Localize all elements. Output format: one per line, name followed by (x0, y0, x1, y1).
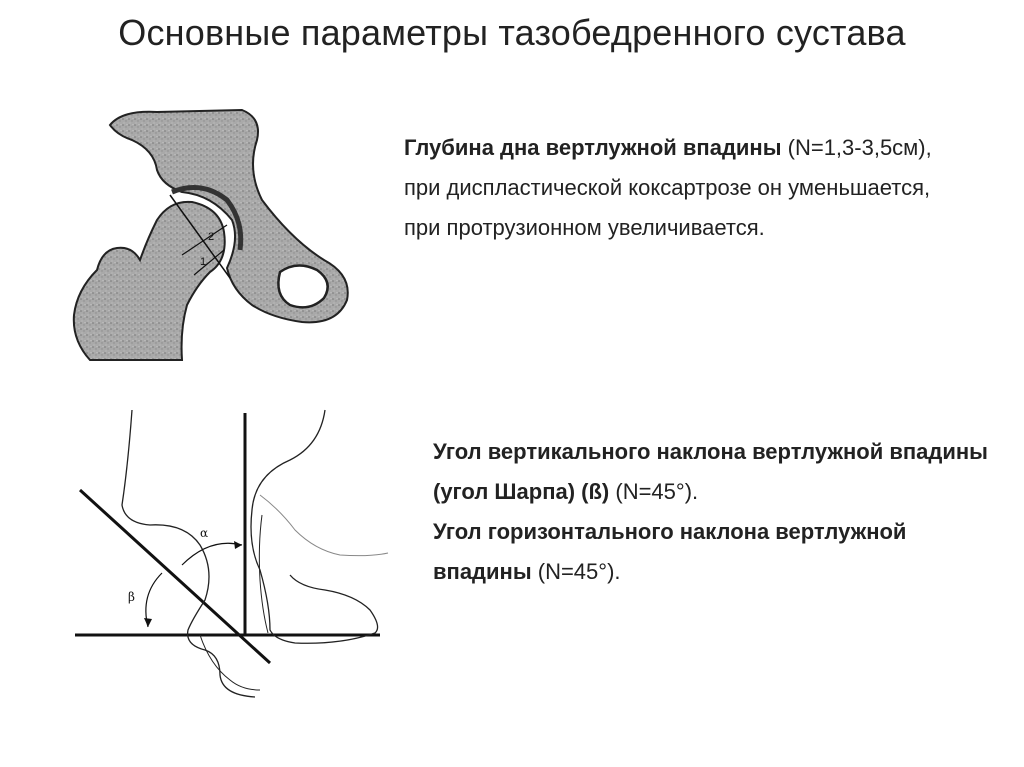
soft-tissue-contour (260, 495, 388, 556)
alpha-label: α (200, 526, 209, 540)
beta-arrow (144, 618, 152, 627)
oblique-line (80, 490, 270, 663)
slide-title: Основные параметры тазобедренного сустава (118, 12, 906, 53)
femur-bone (74, 202, 225, 360)
depth-heading: Глубина дна вертлужной впадины (404, 135, 782, 160)
label-1: 1 (200, 256, 207, 268)
horizontal-angle-norm: (N=45°). (531, 559, 621, 584)
alpha-arc (182, 543, 242, 565)
lower-contour (200, 635, 260, 690)
acetabulum-depth-text (404, 128, 964, 248)
depth-description: (N=1,3-3,5см), при диспластической коксартрозе он уменьшается, при протрузионном увеличивается. (404, 135, 932, 240)
horizontal-angle-heading: Угол горизонтального наклона вертлужной впадины (433, 519, 907, 584)
obturator-foramen (278, 265, 327, 307)
beta-label: β (128, 590, 135, 604)
acetabular-angle-figure (70, 405, 390, 700)
label-2: 2 (208, 231, 215, 243)
vertical-angle-norm: (N=45°). (609, 479, 699, 504)
vertical-angle-heading: Угол вертикального наклона вертлужной впадины (угол Шарпа) (ß) (433, 439, 988, 504)
acetabulum-contour (122, 410, 255, 697)
hip-joint-figure (62, 100, 362, 365)
alpha-arrow (234, 541, 242, 549)
femur-contour (251, 410, 378, 643)
acetabular-angle-text (433, 432, 993, 592)
